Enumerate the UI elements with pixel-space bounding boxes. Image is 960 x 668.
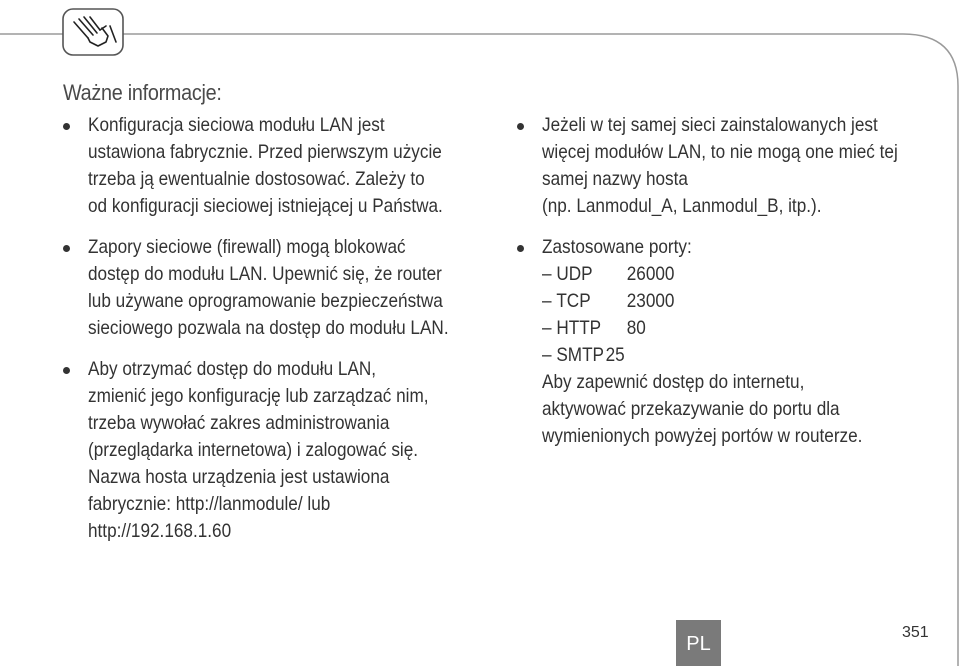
text-line: Zapory sieciowe (firewall) mogą blokować xyxy=(88,236,406,258)
port-row-http: – HTTP 80 xyxy=(542,317,646,339)
text-line: więcej modułów LAN, to nie mogą one mieć tej xyxy=(542,141,898,163)
list-item xyxy=(517,112,957,220)
text-line: samej nazwy hosta xyxy=(542,168,688,190)
bullet-icon xyxy=(63,245,70,252)
text-line: trzeba ją ewentualnie dostosować. Zależy to xyxy=(88,168,425,190)
list-item xyxy=(63,234,523,342)
bullet-icon xyxy=(63,123,70,130)
ports-title: Zastosowane porty: xyxy=(542,236,692,258)
text-line: Aby otrzymać dostęp do modułu LAN, xyxy=(88,358,377,380)
list-item xyxy=(63,356,523,545)
text-line: trzeba wywołać zakres administrowania xyxy=(88,412,390,434)
text-line: Jeżeli w tej samej sieci zainstalowanych jest xyxy=(542,114,878,136)
port-row-tcp: – TCP 23000 xyxy=(542,290,675,312)
language-badge: PL xyxy=(676,620,721,666)
text-line: ustawiona fabrycznie. Przed pierwszym użycie xyxy=(88,141,442,163)
left-column xyxy=(63,112,523,559)
text-line: od konfiguracji sieciowej istniejącej u Państwa. xyxy=(88,195,443,217)
port-row-udp: – UDP 26000 xyxy=(542,263,675,285)
text-line: http://192.168.1.60 xyxy=(88,520,232,542)
page-title: Ważne informacje: xyxy=(63,80,222,105)
hand-icon xyxy=(62,8,124,56)
text-line: Nazwa hosta urządzenia jest ustawiona xyxy=(88,466,390,488)
right-column xyxy=(517,112,957,464)
bullet-icon xyxy=(517,245,524,252)
list-item xyxy=(63,112,523,220)
text-line: wymienionych powyżej portów w routerze. xyxy=(542,425,863,447)
bullet-icon xyxy=(517,123,524,130)
text-line: fabrycznie: http://lanmodule/ lub xyxy=(88,493,331,515)
text-line: lub używane oprogramowanie bezpieczeństwa xyxy=(88,290,443,312)
text-line: aktywować przekazywanie do portu dla xyxy=(542,398,840,420)
ports-list-item xyxy=(517,234,957,450)
text-line: sieciowego pozwala na dostęp do modułu LAN. xyxy=(88,317,449,339)
bullet-icon xyxy=(63,367,70,374)
page-number: 351 xyxy=(902,624,929,641)
text-line: Aby zapewnić dostęp do internetu, xyxy=(542,371,805,393)
port-row-smtp: – SMTP25 xyxy=(542,344,625,366)
text-line: zmienić jego konfigurację lub zarządzać nim, xyxy=(88,385,429,407)
text-line: dostęp do modułu LAN. Upewnić się, że router xyxy=(88,263,442,285)
text-line: (np. Lanmodul_A, Lanmodul_B, itp.). xyxy=(542,195,822,217)
text-line: (przeglądarka internetowa) i zalogować się. xyxy=(88,439,419,461)
text-line: Konfiguracja sieciowa modułu LAN jest xyxy=(88,114,385,136)
